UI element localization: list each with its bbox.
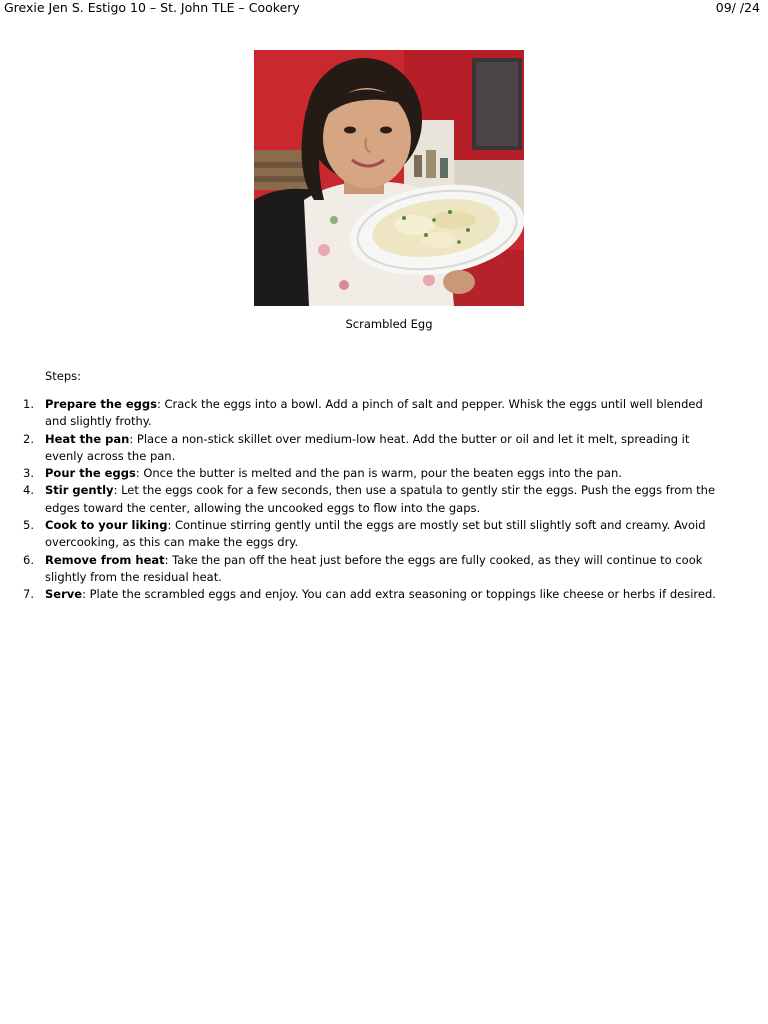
photo-student-with-scrambled-egg [254,50,524,306]
step-title: Pour the eggs [45,466,136,481]
step-text: : Let the eggs cook for a few seconds, then use a spatula to gently stir the eggs. Push the eggs from the edges toward the center, allowing the uncooked eggs to flow into the gaps. [45,483,716,515]
step-item [23,552,725,587]
step-number: 7. [23,587,34,602]
step-number: 2. [23,431,34,446]
step-number: 1. [23,397,34,411]
step-title: Cook to your liking [45,518,168,533]
step-title: Stir gently [45,483,114,498]
step-number: 4. [23,483,34,498]
step-text: : Place a non-stick skillet over medium-low heat. Add the butter or oil and let it melt, spreading it evenly across the pan. [45,431,690,463]
step-item [23,517,725,552]
step-item [23,465,725,482]
photo-caption: Scrambled Egg [345,317,433,331]
step-number: 3. [23,466,34,481]
step-text: : Crack the eggs into a bowl. Add a pinch of salt and pepper. Whisk the eggs until well blended and slightly frothy. [45,397,703,429]
step-text: : Plate the scrambled eggs and enjoy. You can add extra seasoning or toppings like cheese or herbs if desired. [82,587,716,602]
step-title: Remove from heat [45,552,165,567]
header-student-info: Grexie Jen S. Estigo 10 – St. John TLE – Cookery [4,0,300,15]
step-title: Serve [45,587,83,602]
step-title: Prepare the eggs [45,397,157,411]
step-title: Heat the pan [45,431,130,446]
step-text: : Continue stirring gently until the eggs are mostly set but still slightly soft and creamy. Avoid overcooking, as this can make the eggs dry. [45,518,706,550]
step-number: 5. [23,518,34,533]
step-number: 6. [23,552,34,567]
step-item [23,431,725,466]
step-item [23,482,725,517]
header-date: 09/ /24 [715,0,760,15]
step-item [23,396,725,431]
steps-list [23,396,725,604]
steps-heading: Steps: [45,369,82,383]
photo-illustration [254,50,524,306]
step-text: : Take the pan off the heat just before the eggs are fully cooked, as they will continue to cook slightly from the residual heat. [45,552,703,584]
step-text: : Once the butter is melted and the pan is warm, pour the beaten eggs into the pan. [135,466,622,481]
step-item [23,586,725,603]
